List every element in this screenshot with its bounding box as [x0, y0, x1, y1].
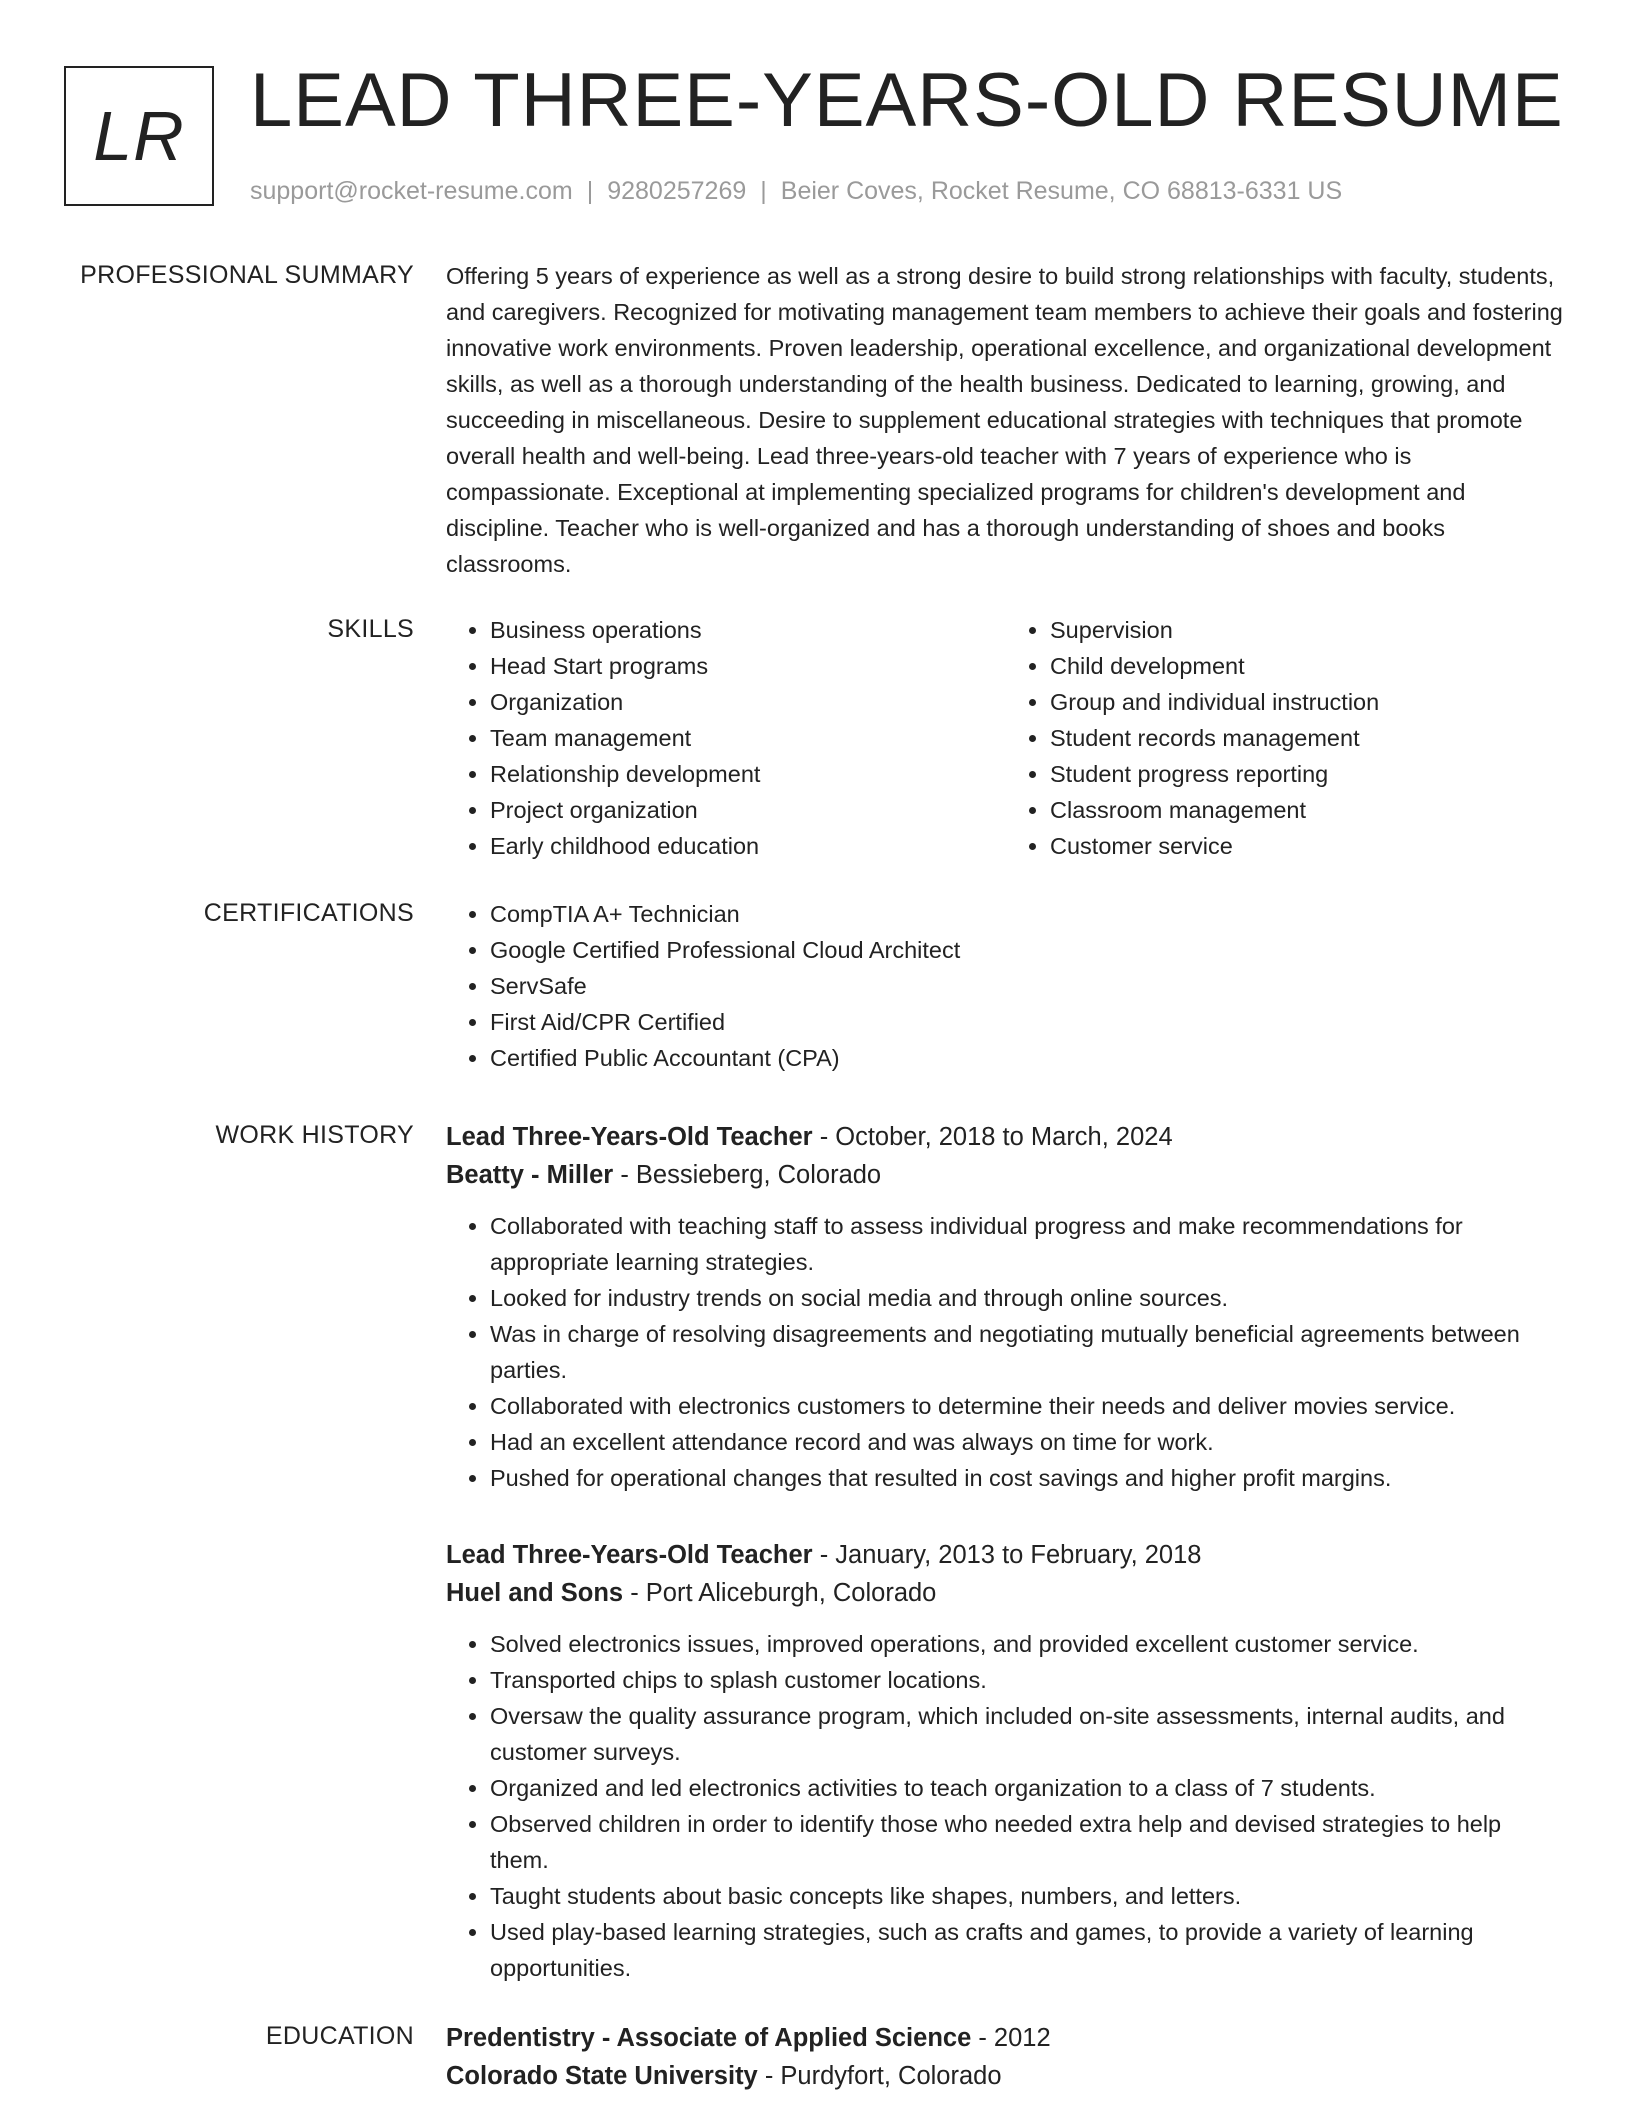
list-item: • Group and individual instruction [1050, 684, 1566, 720]
list-item: • Had an excellent attendance record and was always on time for work. [490, 1424, 1566, 1460]
monogram: LR [64, 66, 214, 206]
job-title-line [446, 1536, 1566, 1574]
list-item: • ServSafe [490, 968, 1566, 1004]
resume-title: LEAD THREE-YEARS-OLD RESUME [250, 58, 1564, 143]
list-item: • Google Certified Professional Cloud Architect [490, 932, 1566, 968]
job-bullets [446, 1626, 1566, 1986]
section-title-education: EDUCATION [265, 2022, 414, 2050]
job-company: Huel and Sons [446, 1579, 624, 1607]
list-item: • Relationship development [490, 756, 1006, 792]
education-degree: Predentistry - Associate of Applied Science [446, 2024, 972, 2052]
education-degree-line [446, 2019, 1566, 2057]
job-dates: - October, 2018 to March, 2024 [819, 1123, 1173, 1151]
list-item: • Was in charge of resolving disagreements and negotiating mutually beneficial agreements between parties. [490, 1316, 1566, 1388]
education-school: Colorado State University [446, 2062, 758, 2090]
list-item: • Team management [490, 720, 1006, 756]
work-history-body [446, 1118, 1566, 1986]
job-location: - Port Aliceburgh, Colorado [630, 1579, 937, 1607]
skills-list-right [1006, 612, 1566, 864]
job-location: - Bessieberg, Colorado [620, 1161, 882, 1189]
job-bullets [446, 1208, 1566, 1496]
contact-line [250, 174, 1342, 208]
list-item: • Collaborated with electronics customers to determine their needs and deliver movies service. [490, 1388, 1566, 1424]
certifications-body [446, 896, 1566, 1076]
list-item: • Business operations [490, 612, 1006, 648]
list-item: • Organization [490, 684, 1006, 720]
job-company-line [446, 1156, 1566, 1194]
job-title-line [446, 1118, 1566, 1156]
skills-list-left [446, 612, 1006, 864]
list-item: • Early childhood education [490, 828, 1006, 864]
summary-text: Offering 5 years of experience as well as a strong desire to build strong relationships with faculty, students, and caregivers. Recognized for motivating management team members to achieve their goals and fostering innovative work environments. Proven leadership, operational excellence, and organizational development skills, as well as a thorough understanding of the health business. Dedicated to learning, growing, and succeeding in miscellaneous. Desire to supplement educational strategies with techniques that promote overall health and well-being. Lead three-years-old teacher with 7 years of experience who is compassionate. Exceptional at implementing specialized programs for children's development and discipline. Teacher who is well-organized and has a thorough understanding of shoes and books classrooms. [446, 263, 1563, 577]
job-dates: - January, 2013 to February, 2018 [819, 1541, 1202, 1569]
list-item: • Supervision [1050, 612, 1566, 648]
job-company-line [446, 1574, 1566, 1612]
list-item: • Observed children in order to identify those who needed extra help and devised strategies to help them. [490, 1806, 1566, 1878]
list-item: • Student records management [1050, 720, 1566, 756]
list-item: • First Aid/CPR Certified [490, 1004, 1566, 1040]
job-role: Lead Three-Years-Old Teacher [446, 1123, 813, 1151]
contact-phone: 9280257269 [607, 177, 747, 205]
education-location: - Purdyfort, Colorado [764, 2062, 1002, 2090]
summary-body [446, 258, 1566, 582]
list-item: • Certified Public Accountant (CPA) [490, 1040, 1566, 1076]
contact-address: Beier Coves, Rocket Resume, CO 68813-6331 US [780, 177, 1343, 205]
list-item: • Child development [1050, 648, 1566, 684]
list-item: • Solved electronics issues, improved operations, and provided excellent customer service. [490, 1626, 1566, 1662]
list-item: • CompTIA A+ Technician [490, 896, 1566, 932]
list-item: • Collaborated with teaching staff to assess individual progress and make recommendations for appropriate learning strategies. [490, 1208, 1566, 1280]
section-title-certifications: CERTIFICATIONS [203, 899, 414, 927]
skills-body [446, 612, 1566, 864]
education-body [446, 2019, 1566, 2095]
certifications-list [446, 896, 1566, 1076]
job-entry [446, 1118, 1566, 1496]
list-item: • Customer service [1050, 828, 1566, 864]
contact-separator: | [586, 177, 594, 205]
education-year: - 2012 [978, 2024, 1051, 2052]
list-item: • Transported chips to splash customer locations. [490, 1662, 1566, 1698]
section-title-summary: PROFESSIONAL SUMMARY [80, 261, 414, 289]
list-item: • Head Start programs [490, 648, 1006, 684]
list-item: • Used play-based learning strategies, such as crafts and games, to provide a variety of learning opportunities. [490, 1914, 1566, 1986]
job-role: Lead Three-Years-Old Teacher [446, 1541, 813, 1569]
job-entry [446, 1536, 1566, 1986]
list-item: • Classroom management [1050, 792, 1566, 828]
list-item: • Oversaw the quality assurance program, which included on-site assessments, internal audits, and customer surveys. [490, 1698, 1566, 1770]
contact-separator: | [760, 177, 767, 205]
section-title-skills: SKILLS [327, 615, 414, 643]
list-item: • Looked for industry trends on social media and through online sources. [490, 1280, 1566, 1316]
list-item: • Taught students about basic concepts like shapes, numbers, and letters. [490, 1878, 1566, 1914]
list-item: • Student progress reporting [1050, 756, 1566, 792]
list-item: • Pushed for operational changes that resulted in cost savings and higher profit margins. [490, 1460, 1566, 1496]
education-school-line [446, 2057, 1566, 2095]
job-company: Beatty - Miller [446, 1161, 614, 1189]
list-item: • Organized and led electronics activities to teach organization to a class of 7 students. [490, 1770, 1566, 1806]
list-item: • Project organization [490, 792, 1006, 828]
contact-email: support@rocket-resume.com [250, 177, 573, 205]
section-title-work-history: WORK HISTORY [215, 1121, 414, 1149]
